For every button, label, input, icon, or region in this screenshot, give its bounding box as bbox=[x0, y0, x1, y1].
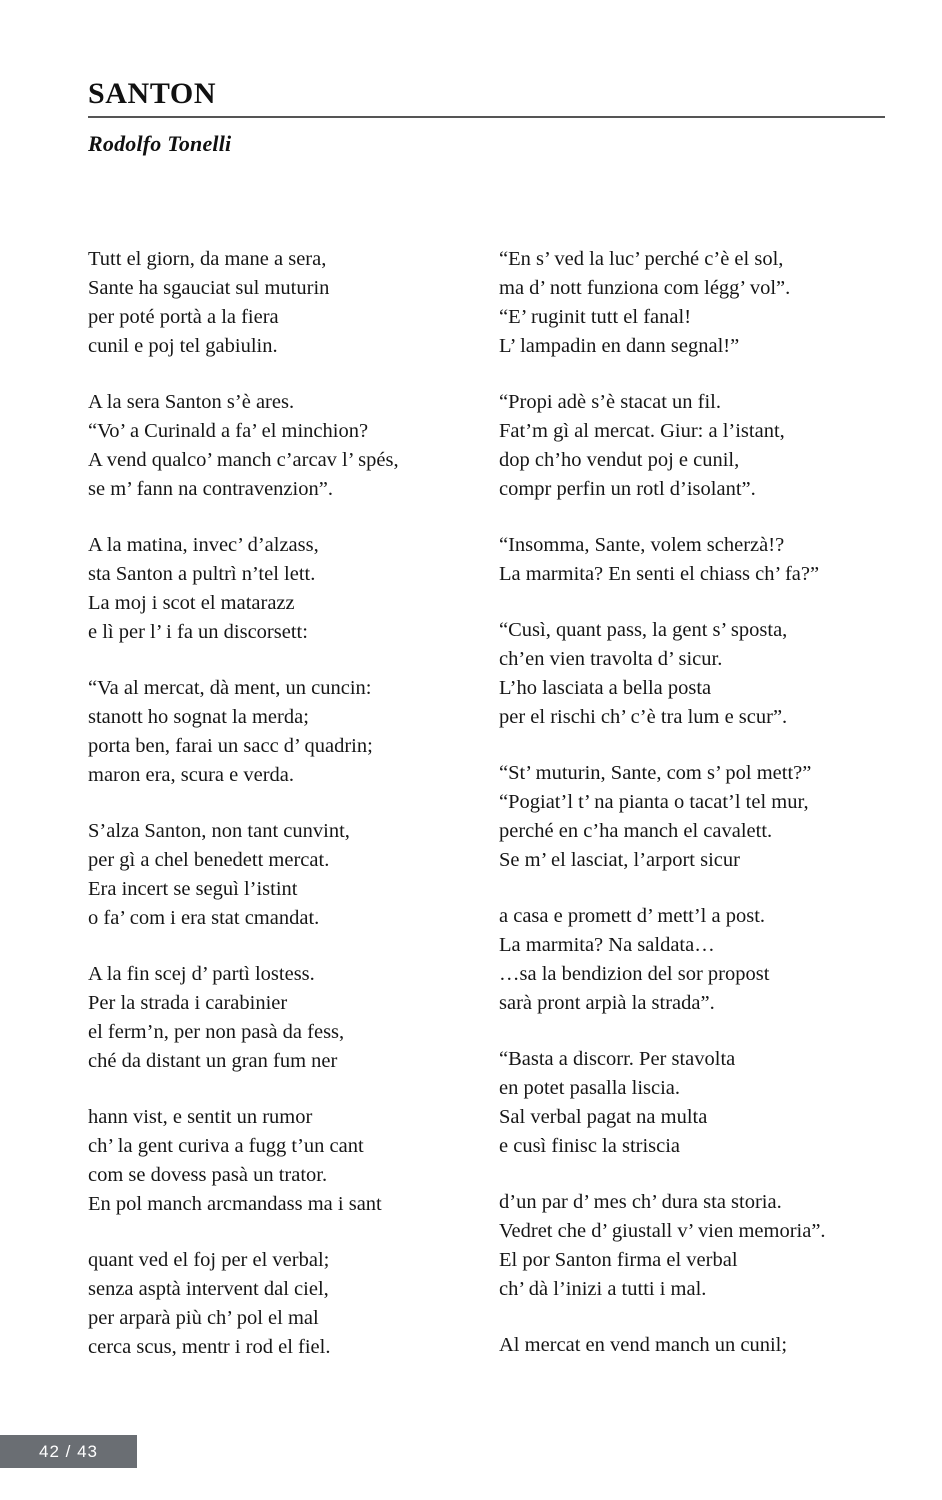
poem-line: “Cusì, quant pass, la gent s’ sposta, bbox=[499, 619, 788, 641]
title-divider bbox=[88, 116, 885, 118]
poem-stanza bbox=[499, 616, 888, 732]
poem-line: Al mercat en vend manch un cunil; bbox=[499, 1334, 788, 1356]
poem-line: En pol manch arcmandass ma i sant bbox=[88, 1193, 382, 1215]
poem-line: Sante ha sgauciat sul muturin bbox=[88, 277, 330, 299]
poem-line: ch’ dà l’inizi a tutti i mal. bbox=[499, 1278, 707, 1300]
poem-stanza bbox=[88, 1103, 477, 1219]
page-title: SANTON bbox=[88, 77, 217, 110]
poem-line: en potet pasalla liscia. bbox=[499, 1077, 681, 1099]
poem-line: compr perfin un rotl d’isolant”. bbox=[499, 478, 756, 500]
poem-line: Fat’m gì al mercat. Giur: a l’istant, bbox=[499, 420, 785, 442]
poem-stanza bbox=[88, 531, 477, 647]
poem-line: A la fin scej d’ partì lostess. bbox=[88, 963, 315, 985]
poem-line: ma d’ nott funziona com légg’ vol”. bbox=[499, 277, 791, 299]
poem-line: ch’en vien travolta d’ sicur. bbox=[499, 648, 723, 670]
poem-line: “En s’ ved la luc’ perché c’è el sol, bbox=[499, 248, 784, 270]
page-number-badge bbox=[0, 1435, 137, 1468]
poem-line: cunil e poj tel gabiulin. bbox=[88, 335, 278, 357]
poem-stanza bbox=[88, 388, 477, 504]
poem-line: el ferm’n, per non pasà da fess, bbox=[88, 1021, 345, 1043]
poem-line: S’alza Santon, non tant cunvint, bbox=[88, 820, 350, 842]
poem-line: per poté portà a la fiera bbox=[88, 306, 279, 328]
poem-line: El por Santon firma el verbal bbox=[499, 1249, 738, 1271]
poem-stanza bbox=[499, 1188, 888, 1304]
poem-line: com se dovess pasà un trator. bbox=[88, 1164, 328, 1186]
poem-stanza bbox=[88, 674, 477, 790]
poem-line: per arparà più ch’ pol el mal bbox=[88, 1307, 319, 1329]
poem-line: “Pogiat’l t’ na pianta o tacat’l tel mur, bbox=[499, 791, 809, 813]
poem-line: “Vo’ a Curinald a fa’ el minchion? bbox=[88, 420, 369, 442]
poem-line: quant ved el foj per el verbal; bbox=[88, 1249, 330, 1271]
poem-stanza bbox=[88, 960, 477, 1076]
poem-line: dop ch’ho vendut poj e cunil, bbox=[499, 449, 740, 471]
poem-line: Sal verbal pagat na multa bbox=[499, 1106, 708, 1128]
poem-line: La moj i scot el matarazz bbox=[88, 592, 295, 614]
poem-stanza bbox=[499, 388, 888, 504]
poem-line: a casa e promett d’ mett’l a post. bbox=[499, 905, 766, 927]
poem-line: Vedret che d’ giustall v’ vien memoria”. bbox=[499, 1220, 826, 1242]
poem-line: o fa’ com i era stat cmandat. bbox=[88, 907, 320, 929]
poem-line: Se m’ el lasciat, l’arport sicur bbox=[499, 849, 740, 871]
poem-line: “E’ ruginit tutt el fanal! bbox=[499, 306, 692, 328]
poem-stanza bbox=[499, 531, 888, 589]
poem-line: La marmita? Na saldata… bbox=[499, 934, 715, 956]
poem-line: Era incert se seguì l’istint bbox=[88, 878, 298, 900]
poem-line: sta Santon a pultrì n’tel lett. bbox=[88, 563, 316, 585]
poem-line: L’ lampadin en dann segnal!” bbox=[499, 335, 740, 357]
poem-line: se m’ fann na contravenzion”. bbox=[88, 478, 333, 500]
poem-line: Per la strada i carabinier bbox=[88, 992, 288, 1014]
poem-stanza bbox=[499, 902, 888, 1018]
poem-line: sarà pront arpià la strada”. bbox=[499, 992, 715, 1014]
author-byline: Rodolfo Tonelli bbox=[88, 130, 232, 156]
poem-line: senza asptà intervent dal ciel, bbox=[88, 1278, 329, 1300]
poem-line: ché da distant un gran fum ner bbox=[88, 1050, 338, 1072]
poem-line: perché en c’ha manch el cavalett. bbox=[499, 820, 773, 842]
poem-stanza bbox=[499, 1331, 888, 1360]
poem-line: La marmita? En senti el chiass ch’ fa?” bbox=[499, 563, 820, 585]
poem-line: maron era, scura e verda. bbox=[88, 764, 295, 786]
poem-stanza bbox=[88, 245, 477, 361]
poem-line: “St’ muturin, Sante, com s’ pol mett?” bbox=[499, 762, 812, 784]
poem-stanza bbox=[499, 1045, 888, 1161]
poem-line: per el rischi ch’ c’è tra lum e scur”. bbox=[499, 706, 788, 728]
poem-line: “Insomma, Sante, volem scherzà!? bbox=[499, 534, 785, 556]
poem-line: A la sera Santon s’è ares. bbox=[88, 391, 295, 413]
poem-line: A vend qualco’ manch c’arcav l’ spés, bbox=[88, 449, 399, 471]
poem-line: cerca scus, mentr i rod el fiel. bbox=[88, 1336, 331, 1358]
poem-line: porta ben, farai un sacc d’ quadrin; bbox=[88, 735, 373, 757]
poem-line: L’ho lasciata a bella posta bbox=[499, 677, 712, 699]
poem-stanza bbox=[88, 817, 477, 933]
poem-column-left bbox=[88, 245, 477, 1362]
poem-stanza bbox=[499, 759, 888, 875]
poem-line: stanott ho sognat la merda; bbox=[88, 706, 309, 728]
page-number-label: 42 / 43 bbox=[39, 1441, 98, 1461]
poem-line: ch’ la gent curiva a fugg t’un cant bbox=[88, 1135, 364, 1157]
poem-columns bbox=[88, 245, 888, 1362]
poem-line: per gì a chel benedett mercat. bbox=[88, 849, 330, 871]
poem-line: e lì per l’ i fa un discorsett: bbox=[88, 621, 308, 643]
poem-line: A la matina, invec’ d’alzass, bbox=[88, 534, 319, 556]
poem-line: hann vist, e sentit un rumor bbox=[88, 1106, 313, 1128]
poem-line: Tutt el giorn, da mane a sera, bbox=[88, 248, 327, 270]
poem-line: …sa la bendizion del sor propost bbox=[499, 963, 770, 985]
poem-line: e cusì finisc la striscia bbox=[499, 1135, 681, 1157]
poem-stanza bbox=[499, 245, 888, 361]
poem-line: d’un par d’ mes ch’ dura sta storia. bbox=[499, 1191, 782, 1213]
poem-stanza bbox=[88, 1246, 477, 1362]
poem-line: “Propi adè s’è stacat un fil. bbox=[499, 391, 722, 413]
title-block bbox=[88, 78, 885, 157]
poem-column-right bbox=[499, 245, 888, 1362]
poem-line: “Va al mercat, dà ment, un cuncin: bbox=[88, 677, 372, 699]
poem-line: “Basta a discorr. Per stavolta bbox=[499, 1048, 736, 1070]
